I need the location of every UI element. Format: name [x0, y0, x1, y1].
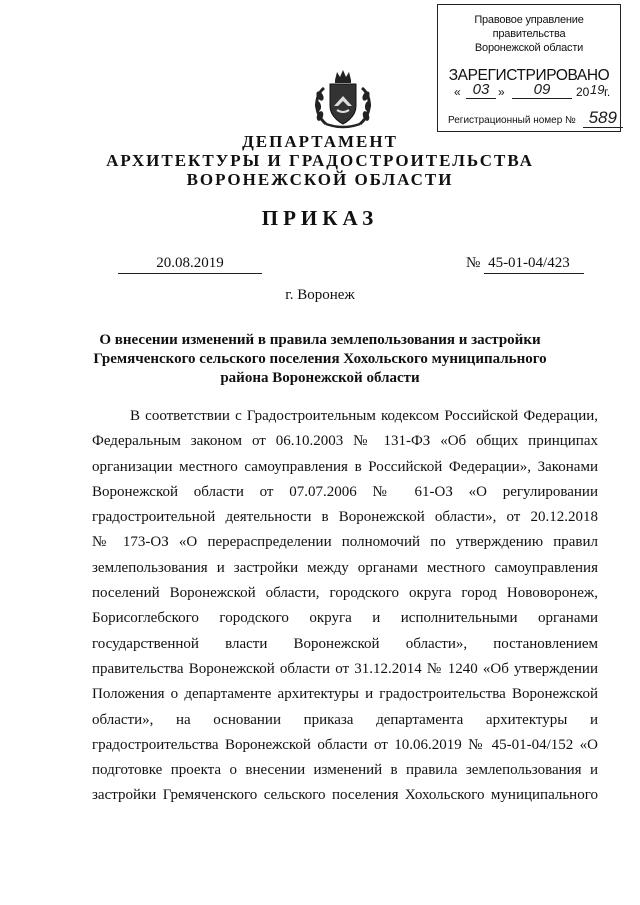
- order-subject: [0, 331, 640, 388]
- stamp-registered-label: ЗАРЕГИСТРИРОВАНО: [448, 67, 610, 84]
- document-type-title: ПРИКАЗ: [261, 206, 379, 230]
- stamp-day: 03: [466, 81, 496, 99]
- order-date: 20.08.2019: [118, 255, 262, 274]
- body-line: Борисоглебского городского округа и исполнительными органами: [92, 610, 598, 627]
- subject-line-3: района Воронежской области: [220, 370, 420, 386]
- body-line: подготовке проекта о внесении изменений в правила землепользования и: [92, 762, 598, 779]
- body-line: области», на основании приказа департамента архитектуры и: [92, 711, 598, 728]
- body-line: Воронежской области от 07.07.2006 № 61-ОЗ «О регулировании: [92, 483, 598, 500]
- body-line: землепользования и застройки между органами местного самоуправления: [92, 559, 598, 576]
- stamp-reg-number: 589: [583, 108, 623, 128]
- order-body: [92, 404, 598, 809]
- department-name-line-3: ВОРОНЕЖСКОЙ ОБЛАСТИ: [186, 170, 454, 189]
- body-line: организации местного самоуправления в Российской Федерации», Законами: [92, 458, 598, 475]
- body-line: градостроительства Воронежской области от 10.06.2019 № 45-01-04/152 «О: [92, 736, 598, 753]
- body-line: Федеральным законом от 06.10.2003 № 131-ФЗ «Об общих принципах: [92, 433, 598, 450]
- body-line: В соответствии с Градостроительным кодексом Российской Федерации,: [130, 408, 598, 424]
- stamp-year-suffix: г.: [604, 85, 611, 99]
- coat-of-arms-icon: [304, 66, 382, 132]
- body-line: правительства Воронежской области от 31.12.2014 № 1240 «Об утверждении: [92, 660, 598, 677]
- stamp-org-line-2: Воронежской области: [474, 42, 584, 54]
- body-line: № 173-ОЗ «О перераспределении полномочий по утверждению правил: [92, 534, 598, 551]
- department-name-line-1: ДЕПАРТАМЕНТ: [242, 132, 398, 151]
- stamp-reg-number-row: [448, 108, 617, 128]
- order-number-label: №: [466, 255, 481, 271]
- stamp-org-line-1: Правовое управление правительства: [474, 14, 584, 40]
- stamp-month: 09: [512, 81, 572, 99]
- subject-line-1: О внесении изменений в правила землепользования и застройки: [99, 332, 541, 348]
- body-line: застройки Гремяченского сельского поселения Хохольского муниципального: [92, 787, 598, 804]
- stamp-year: 19: [590, 82, 605, 97]
- subject-line-2: Гремяченского сельского поселения Хохольского муниципального: [93, 351, 547, 367]
- department-header: [0, 132, 640, 189]
- order-number-value: 45-01-04/423: [484, 255, 584, 274]
- stamp-year-prefix: 20: [576, 85, 590, 99]
- stamp-date: « 03 » 09 20 19 г.: [454, 81, 611, 99]
- body-line: Положения о департаменте архитектуры и градостроительства Воронежской: [92, 686, 598, 703]
- department-name-line-2: АРХИТЕКТУРЫ И ГРАДОСТРОИТЕЛЬСТВА: [106, 151, 534, 170]
- stamp-reg-number-label: Регистрационный номер №: [448, 115, 576, 126]
- city: г. Воронеж: [285, 287, 355, 303]
- body-line: государственной власти Воронежской области», постановлением: [92, 635, 598, 652]
- order-number: [466, 255, 584, 274]
- body-line: градостроительной деятельности в Воронежской области», от 20.12.2018: [92, 509, 598, 526]
- registration-stamp: [437, 4, 621, 132]
- stamp-organization: [438, 13, 620, 55]
- body-line: поселений Воронежской области, городского округа город Нововоронеж,: [92, 585, 598, 602]
